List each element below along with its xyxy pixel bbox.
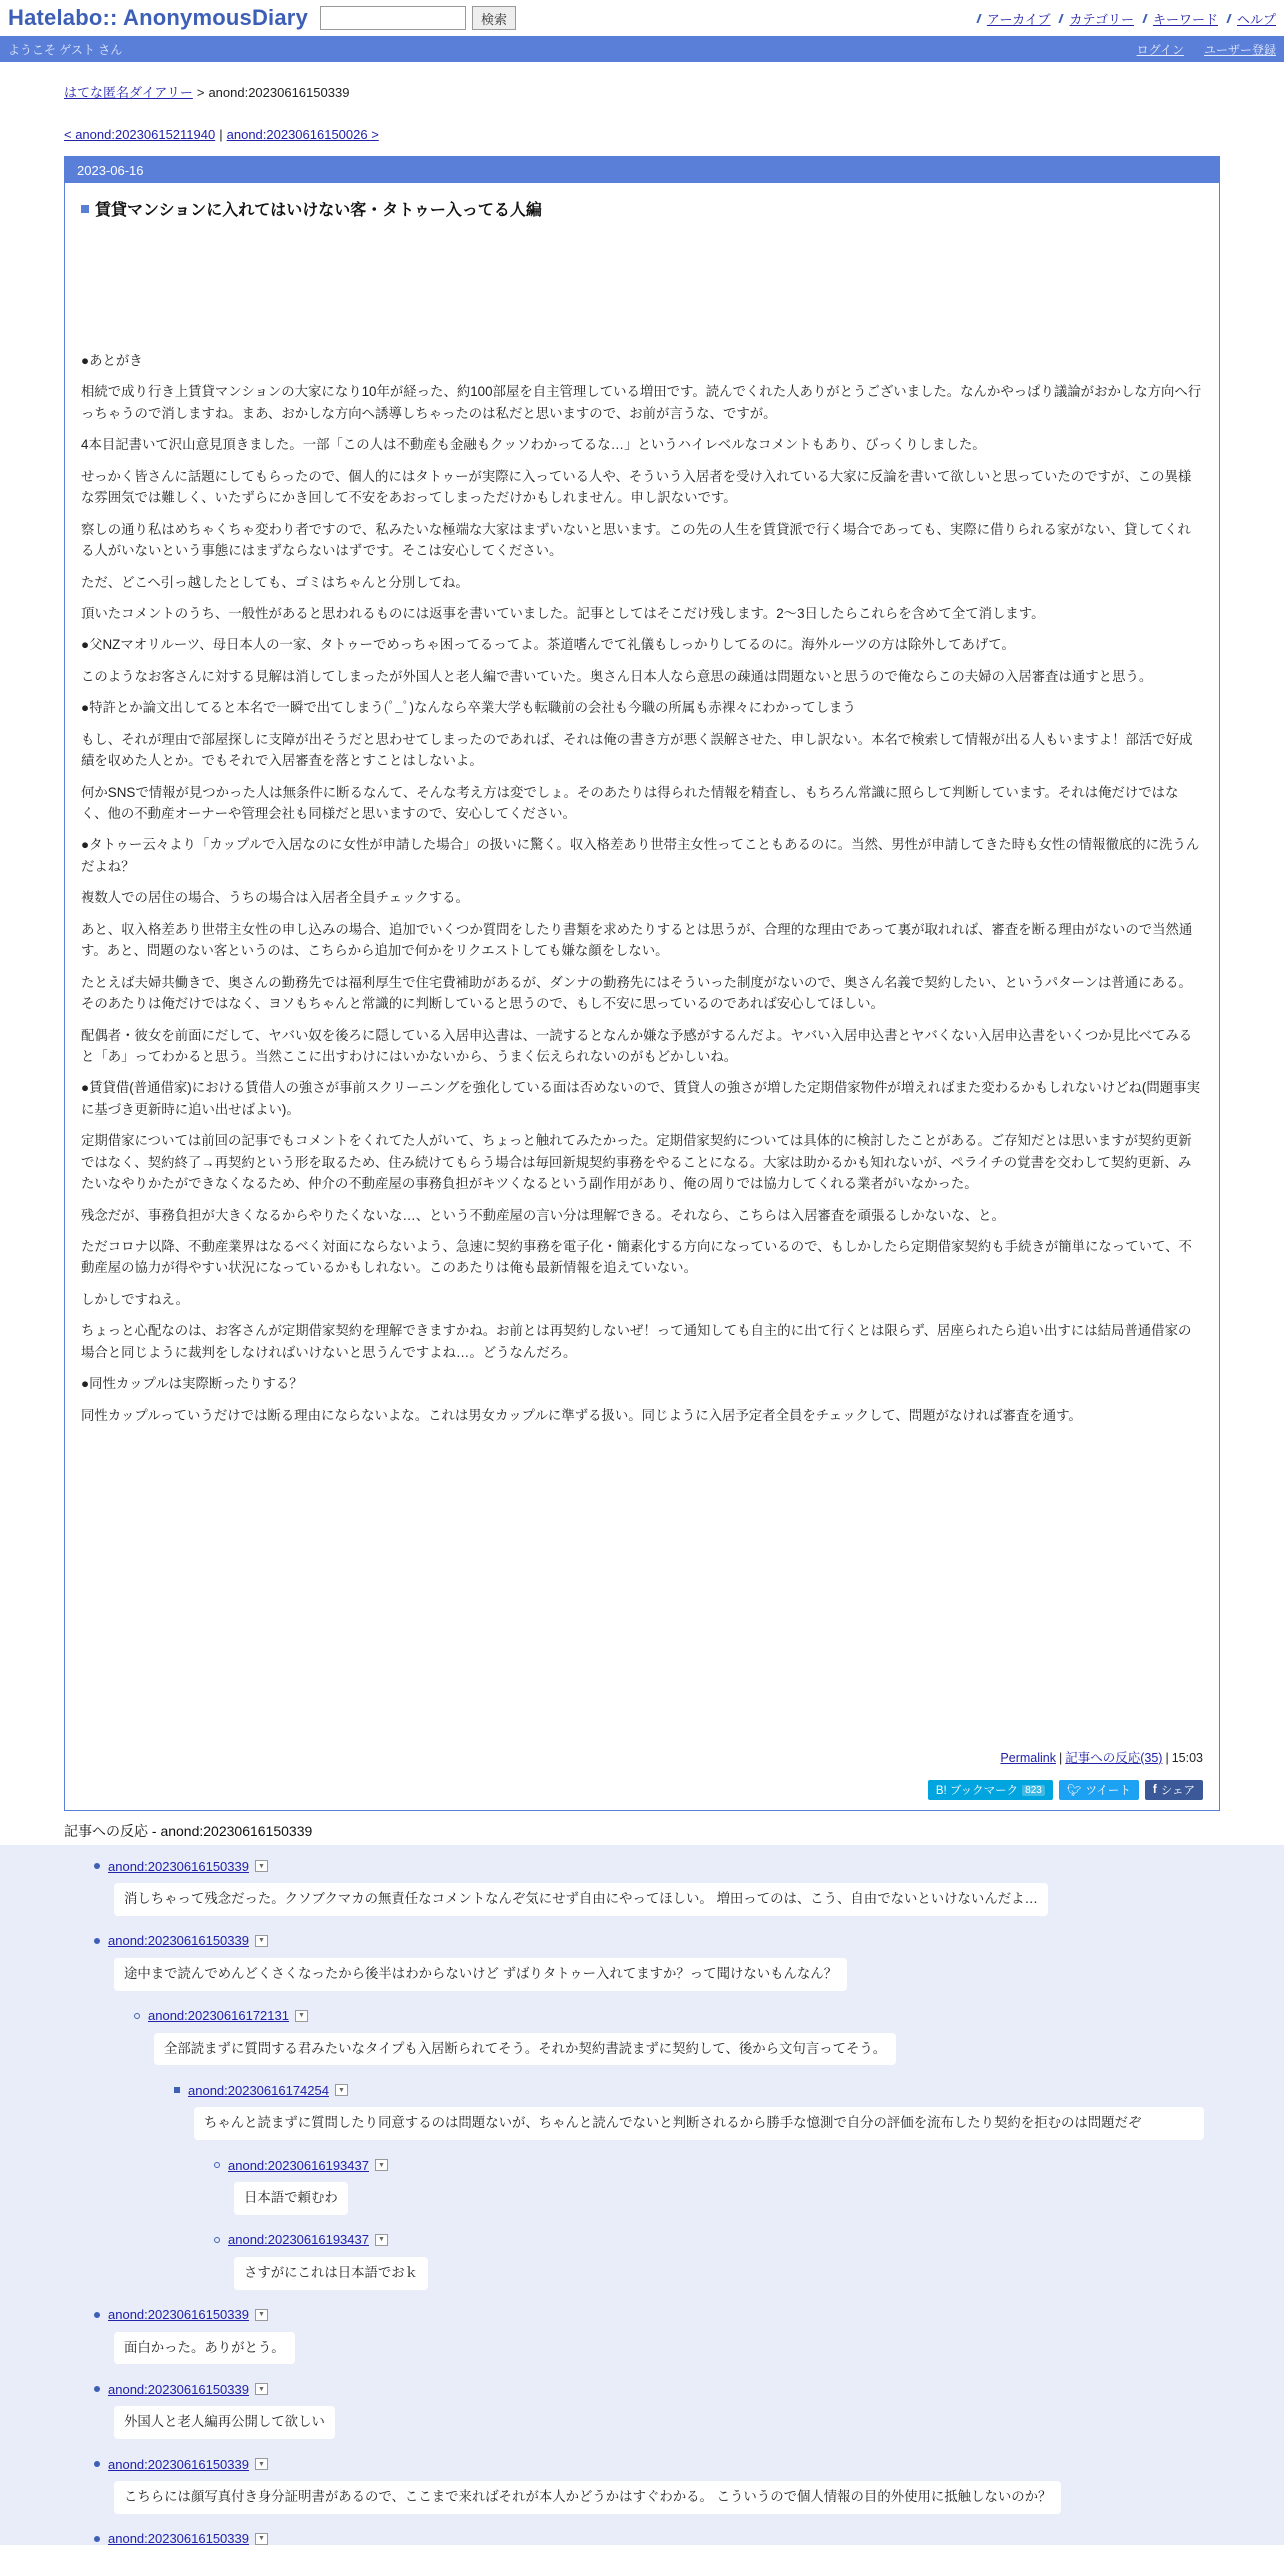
entry-time: 15:03 — [1171, 1751, 1203, 1765]
entry-title-text: 賃貸マンションに入れてはいけない客・タトゥー入ってる人編 — [95, 202, 542, 219]
entry-paragraph: ただコロナ以降、不動産業界はなるべく対面にならないよう、急速に契約事務を電子化・簡素化する方向になっているので、もしかしたら定期借家契約も手続きが簡単になっていて、不動産屋の協力が得やすい状況になっているかもしれない。このあたりは俺も最新情報を追えていない。 — [81, 1239, 1192, 1276]
main-content — [0, 62, 1284, 1811]
entry-paragraph: 相続で成り行き上賃貸マンションの大家になり10年が経った、約100部屋を自主管理している増田です。読んでくれた人ありがとうございました。なんかやっぱり議論がおかしな方向へ行っちゃうので消しますね。まあ、おかしな方向へ誘導しちゃったのは私だと思いますので、お前が言うな、ですが。 — [81, 384, 1202, 421]
dropdown-icon[interactable]: ▼ — [255, 1860, 268, 1872]
entry-paragraph: せっかく皆さんに話題にしてもらったので、個人的にはタトゥーが実際に入っている人や、そういう入居者を受け入れている大家に反論を書いて欲しいと思っていたのですが、この異様な雰囲気では難しく、いたずらにかき回して不安をあおってしまっただけかもしれません。申し訳ないです。 — [81, 468, 1192, 506]
entry-date: 2023-06-16 — [65, 157, 1219, 183]
top-nav — [978, 9, 1276, 28]
breadcrumb-separator: > — [196, 85, 205, 100]
entry-paragraph: もし、それが理由で部屋探しに支障が出そうだと思わせてしまったのであれば、それは俺の書き方が悪く誤解させた、申し訳ない。本名で検索して情報が出る人もいますよ！部活で好成績を収めた人とか。でもそれで入居審査を落とすことはしないよ。 — [81, 731, 1193, 769]
prev-next-nav — [64, 127, 1220, 142]
response-link[interactable]: anond:20230616174254 — [188, 2082, 329, 2098]
entry-paragraph: ●特許とか論文出してると本名で一瞬で出てしまう(ﾟ_ﾟ)なんなら卒業大学も転職前の会社も今職の所属も赤裸々にわかってしまう — [81, 700, 856, 716]
next-entry-link[interactable]: anond:20230616150026 > — [226, 127, 379, 142]
site-logo[interactable]: Hatelabo:: AnonymousDiary — [8, 5, 309, 30]
tweet-button[interactable]: 🐦︎ ツイート — [1059, 1780, 1139, 1800]
response-node — [108, 1855, 1284, 1930]
bookmark-count: 823 — [1022, 1785, 1045, 1796]
response-link[interactable]: anond:20230616150339 — [108, 2456, 249, 2472]
bullet-icon — [94, 2312, 100, 2318]
welcome-text: ようこそ ゲスト さん — [8, 42, 123, 57]
bullet-icon — [94, 1938, 100, 1944]
dropdown-icon[interactable]: ▼ — [255, 2309, 268, 2321]
response-node — [228, 2229, 1284, 2304]
response-text: 全部読まずに質問する君みたいなタイプも入居断られてそう。それか契約書読まずに契約して、後から文句言ってそう。 — [154, 2033, 896, 2066]
response-text: 日本語で頼むわ — [234, 2182, 348, 2215]
response-link[interactable]: anond:20230616172131 — [148, 2008, 289, 2024]
caret-icon — [976, 14, 986, 23]
response-link[interactable]: anond:20230616150339 — [108, 2307, 249, 2323]
nav-keyword[interactable]: キーワード — [1144, 9, 1218, 28]
dropdown-icon[interactable]: ▼ — [375, 2159, 388, 2171]
dropdown-icon[interactable]: ▼ — [255, 2458, 268, 2470]
entry-paragraph: たとえば夫婦共働きで、奥さんの勤務先では福利厚生で住宅費補助があるが、ダンナの勤務先にはそういった制度がないので、奥さん名義で契約したい、というパターンは普通にある。そのあたりは俺だけではなく、ヨソもちゃんと常識的に判断していると思うので、もし不安に思っているのであれば安心してほしい。 — [81, 974, 1192, 1012]
dropdown-icon[interactable]: ▼ — [375, 2234, 388, 2246]
response-text: ちゃんと読まずに質問したり同意するのは問題ないが、ちゃんと読んでないと判断されるから勝手な憶測で自分の評価を流布したり契約を拒むのは問題だぞ — [194, 2107, 1204, 2140]
entry-paragraph: ちょっと心配なのは、お客さんが定期借家契約を理解できますかね。お前とは再契約しないぜ！って通知しても自主的に出て行くとは限らず、居座られたら追い出すには結局普通借家の場合と同じように裁判をしなければいけないと思うんですよね…。どうなんだろ。 — [81, 1323, 1192, 1360]
top-bar — [0, 0, 1284, 36]
entry-paragraph: 4本目記書いて沢山意見頂きました。一部「この人は不動産も金融もクッソわかってるな…」というハイレベルなコメントもあり、びっくりしました。 — [81, 437, 986, 453]
response-node — [188, 2079, 1284, 2303]
breadcrumb-current: anond:20230616150339 — [208, 85, 350, 100]
entry-paragraph: 同性カップルっていうだけでは断る理由にならないよな。これは男女カップルに準ずる扱い。同じように入居予定者全員をチェックして、問題がなければ審査を通す。 — [81, 1407, 1082, 1423]
breadcrumb — [64, 82, 1220, 101]
response-link[interactable]: anond:20230616150339 — [108, 1858, 249, 1874]
bullet-icon — [94, 2536, 100, 2542]
response-text: こちらには顔写真付き身分証明書があるので、ここまで来ればそれが本人かどうかはすぐわかる。 こういうので個人情報の目的外使用に抵触しないのか？ — [114, 2481, 1061, 2514]
nav-help[interactable]: ヘルプ — [1228, 9, 1276, 28]
search-input[interactable] — [320, 6, 466, 30]
responses-title: 記事への反応 - anond:20230616150339 — [64, 1823, 313, 1839]
caret-icon — [1059, 14, 1069, 23]
response-node — [108, 2453, 1284, 2528]
prev-entry-link[interactable]: < anond:20230615211940 — [64, 127, 216, 142]
response-text: 外国人と老人編再公開して欲しい — [114, 2406, 335, 2439]
responses-section — [0, 1821, 1284, 1841]
twitter-bird-icon: 🐦︎ — [1066, 1785, 1082, 1797]
facebook-share-button[interactable]: f シェア — [1145, 1780, 1203, 1800]
bullet-icon — [94, 2461, 100, 2467]
entry-paragraph: ●タトゥー云々より「カップルで入居なのに女性が申請した場合」の扱いに驚く。収入格差あり世帯主女性ってこともあるのに。当然、男性が申請してきた時も女性の情報徹底的に洗うんだよね？ — [81, 837, 1200, 874]
response-text: さすがにこれは日本語でおｋ — [234, 2257, 428, 2290]
login-link[interactable]: ログイン — [1136, 42, 1184, 57]
bullet-icon — [134, 2013, 140, 2019]
response-link[interactable]: anond:20230616150339 — [108, 2531, 249, 2547]
share-buttons — [81, 1780, 1203, 1800]
response-link[interactable]: anond:20230616150339 — [108, 2381, 249, 2397]
bullet-icon — [94, 2386, 100, 2392]
entry-paragraph: ●父NZマオリルーツ、母日本人の一家、タトゥーでめっちゃ困ってるってよ。茶道嗜んでて礼儀もしっかりしてるのに。海外ルーツの方は除外してあげて。 — [81, 637, 1015, 653]
response-node — [148, 2005, 1284, 2304]
dropdown-icon[interactable]: ▼ — [255, 2533, 268, 2545]
caret-icon — [1226, 14, 1236, 23]
bullet-icon — [94, 1863, 100, 1869]
entry-paragraph: 定期借家については前回の記事でもコメントをくれてた人がいて、ちょっと触れてみたかった。定期借家契約については具体的に検討したことがある。ご存知だとは思いますが契約更新ではなく、契約終了→再契約という形を取るため、住み続けてもらう場合は毎回新規契約事務をやることになる。大家は助かるかも知れないが、ペライチの覚書を交わして契約更新、みたいなやりかたができなくなるため、仲介の不動産屋の事務負担がキツくなるという副作用があり、俺の周りでは協力してくれる業者がいなかった。 — [81, 1133, 1192, 1192]
entry-paragraph: ●同性カップルは実際断ったりする？ — [81, 1376, 303, 1392]
entry-body — [65, 183, 1219, 1810]
reactions-link[interactable]: 記事への反応(35) — [1065, 1751, 1163, 1765]
entry-paragraph: 頂いたコメントのうち、一般性があると思われるものには返事を書いていました。記事としてはそこだけ残します。2～3日したらこれらを含めて全て消します。 — [81, 605, 1045, 621]
permalink-link[interactable]: Permalink — [1000, 1751, 1056, 1765]
entry-paragraph: 配偶者・彼女を前面にだして、ヤバい奴を後ろに隠している入居申込書は、一読するとなんか嫌な予感がするんだよ。ヤバい入居申込書とヤバくない入居申込書をいくつか見比べてみると「あ」ってわかると思う。当然ここに出すわけにはいかないから、うまく伝えられないのがもどかしいね。 — [81, 1027, 1193, 1064]
entry-paragraph: 複数人での居住の場合、うちの場合は入居者全員チェックする。 — [81, 890, 469, 906]
breadcrumb-root-link[interactable]: はてな匿名ダイアリー — [64, 85, 193, 100]
entry-footer: Permalink | 記事への反応(35) | 15:03 — [1000, 1751, 1203, 1765]
response-node — [108, 2304, 1284, 2379]
entry-paragraph: 残念だが、事務負担が大きくなるからやりたくないな…、という不動産屋の言い分は理解できる。それなら、こちらは入居審査を頑張るしかないな、と。 — [81, 1207, 1005, 1223]
response-link[interactable]: anond:20230616193437 — [228, 2157, 369, 2173]
facebook-icon: f — [1152, 1784, 1157, 1796]
entry-permalink-square-icon[interactable] — [81, 205, 89, 213]
caret-icon — [1142, 14, 1152, 23]
entry-paragraph: しかしですねえ。 — [81, 1291, 189, 1307]
dropdown-icon[interactable]: ▼ — [295, 2010, 308, 2022]
entry-paragraph: 察しの通り私はめちゃくちゃ変わり者ですので、私みたいな極端な大家はまずいないと思います。この先の人生を賃貸派で行く場合であっても、実際に借りられる家がない、貸してくれる人がいないという事態にはまずならないはずです。そこは安心してください。 — [81, 521, 1191, 559]
entry-text — [81, 350, 1203, 1740]
responses-tree — [0, 1845, 1284, 2545]
response-node — [108, 2378, 1284, 2453]
bullet-icon — [214, 2237, 220, 2243]
response-text: 消しちゃって残念だった。クソブクマカの無責任なコメントなんぞ気にせず自由にやってほしい。 増田ってのは、こう、自由でないといけないんだよ… — [114, 1883, 1048, 1916]
dropdown-icon[interactable]: ▼ — [255, 2383, 268, 2395]
entry-paragraph: あと、収入格差あり世帯主女性の申し込みの場合、追加でいくつか質問をしたり書類を求めたりするとは思うが、合理的な理由であって裏が取れれば、審査を断る理由がないので当然通す。あと、問題のない客というのは、こちらから追加で何かをリクエストしても嫌な顔をしない。 — [81, 921, 1193, 959]
bullet-icon — [174, 2087, 180, 2093]
entry-title — [81, 197, 1203, 220]
response-link[interactable]: anond:20230616193437 — [228, 2232, 369, 2248]
entry-paragraph: ●あとがき — [81, 353, 143, 368]
entry-paragraph: ●賃貸借(普通借家)における賃借人の強さが事前スクリーニングを強化している面は否めないので、賃貸人の強さが増した定期借家物件が増えればまた変わるかもしれないけどね(問題事実に基づき更新時に追い出せばよい)。 — [81, 1080, 1200, 1117]
entry-paragraph: このようなお客さんに対する見解は消してしまったが外国人と老人編で書いていた。奥さん日本人なら意思の疎通は問題ないと思うので俺ならこの夫婦の入居審査は通すと思う。 — [81, 668, 1153, 684]
dropdown-icon[interactable]: ▼ — [255, 1935, 268, 1947]
response-node — [108, 2528, 1284, 2550]
response-text: 面白かった。ありがとう。 — [114, 2332, 295, 2365]
entry-paragraph: 何かSNSで情報が見つかった人は無条件に断るなんて、そんな考え方は変でしょ。そのあたりは得られた情報を精査し、もちろん常識に照らして判断しています。それは俺だけではなく、他の不動産オーナーや管理会社も同様だと思いますので、安心してください。 — [81, 784, 1179, 821]
response-node — [108, 1930, 1284, 2304]
dropdown-icon[interactable]: ▼ — [335, 2084, 348, 2096]
response-link[interactable]: anond:20230616150339 — [108, 1933, 249, 1949]
entry-day-box — [64, 156, 1220, 1811]
entry-paragraph: ただ、どこへ引っ越したとしても、ゴミはちゃんと分別してね。 — [81, 574, 469, 590]
response-node — [228, 2154, 1284, 2229]
response-text: 途中まで読んでめんどくさくなったから後半はわからないけど ずばりタトゥー入れてますか？って聞けないもんなん？ — [114, 1958, 847, 1991]
bullet-icon — [214, 2162, 220, 2168]
hatena-bookmark-button[interactable]: B! ブックマーク 823 — [928, 1780, 1053, 1800]
user-bar — [0, 36, 1284, 62]
nav-archive[interactable]: アーカイブ — [978, 9, 1051, 28]
nav-category[interactable]: カテゴリー — [1060, 9, 1133, 28]
signup-link[interactable]: ユーザー登録 — [1203, 42, 1276, 57]
search-button[interactable]: 検索 — [472, 6, 516, 30]
prev-next-separator: | — [219, 127, 223, 142]
